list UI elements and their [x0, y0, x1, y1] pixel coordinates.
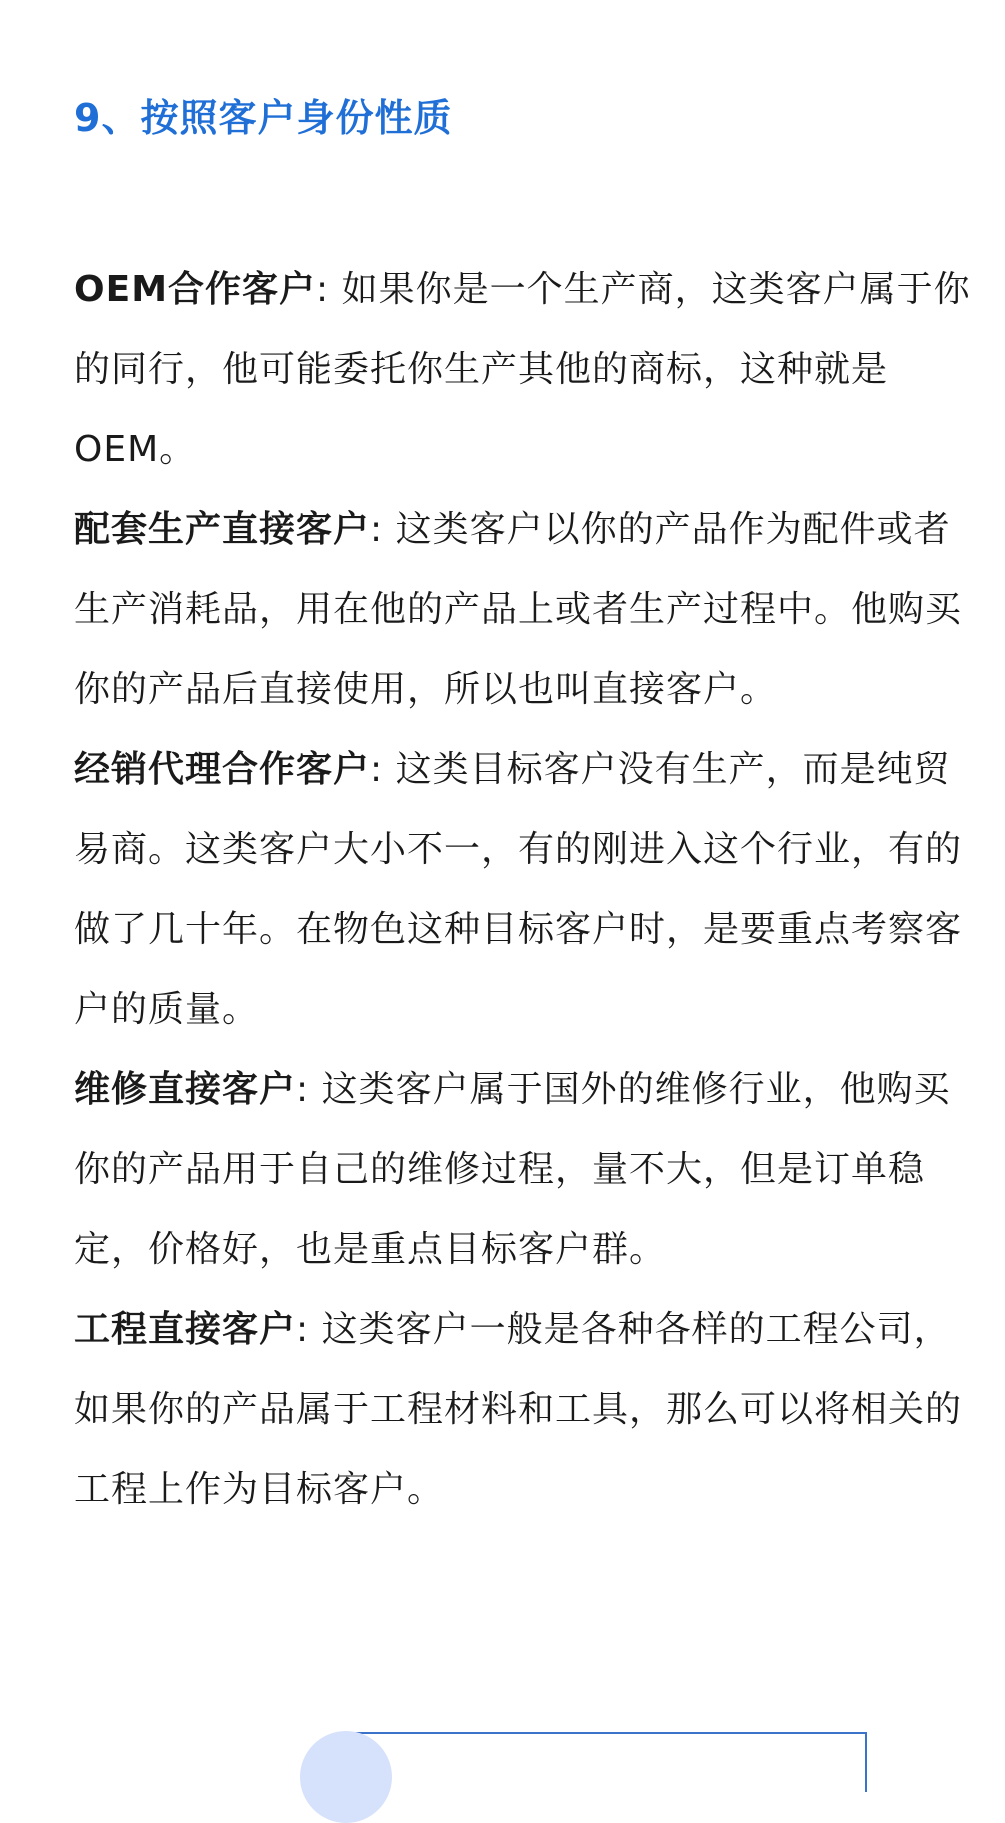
entry-supporting-production [74, 490, 974, 730]
section-heading: 9、按照客户身份性质 [74, 96, 453, 140]
entry-repair [74, 1050, 974, 1290]
entry-separator: : [370, 509, 384, 550]
entry-separator: : [296, 1309, 310, 1350]
entry-separator: : [296, 1069, 310, 1110]
entry-description: 这类客户属于国外的维修行业，他购买你的产品用于自己的维修过程，量不大，但是订单稳定，价格好，也是重点目标客户群。 [74, 1069, 951, 1270]
entry-term: 经销代理合作客户 [74, 749, 371, 790]
entry-term: OEM合作客户 [74, 269, 317, 310]
entry-term: 工程直接客户 [74, 1309, 297, 1350]
entry-separator: : [370, 749, 384, 790]
entry-description: 这类目标客户没有生产，而是纯贸易商。这类客户大小不一，有的刚进入这个行业，有的做了几十年。在物色这种目标客户时，是要重点考察客户的质量。 [74, 749, 963, 1030]
next-section-card [342, 1732, 867, 1792]
entry-description: 这类客户以你的产品作为配件或者生产消耗品，用在他的产品上或者生产过程中。他购买你的产品后直接使用，所以也叫直接客户。 [74, 509, 963, 710]
entry-engineering [74, 1290, 974, 1530]
entry-list [74, 250, 974, 1530]
entry-description: 这类客户一般是各种各样的工程公司，如果你的产品属于工程材料和工具，那么可以将相关的工程上作为目标客户。 [74, 1309, 963, 1510]
entry-term: 配套生产直接客户 [74, 509, 371, 550]
entry-distributor [74, 730, 974, 1050]
entry-separator: : [316, 269, 330, 310]
entry-term: 维修直接客户 [74, 1069, 297, 1110]
next-section-badge [300, 1731, 392, 1823]
entry-description: 如果你是一个生产商，这类客户属于你的同行，他可能委托你生产其他的商标，这种就是OEM。 [74, 269, 971, 470]
entry-oem [74, 250, 974, 490]
article [74, 90, 974, 1530]
